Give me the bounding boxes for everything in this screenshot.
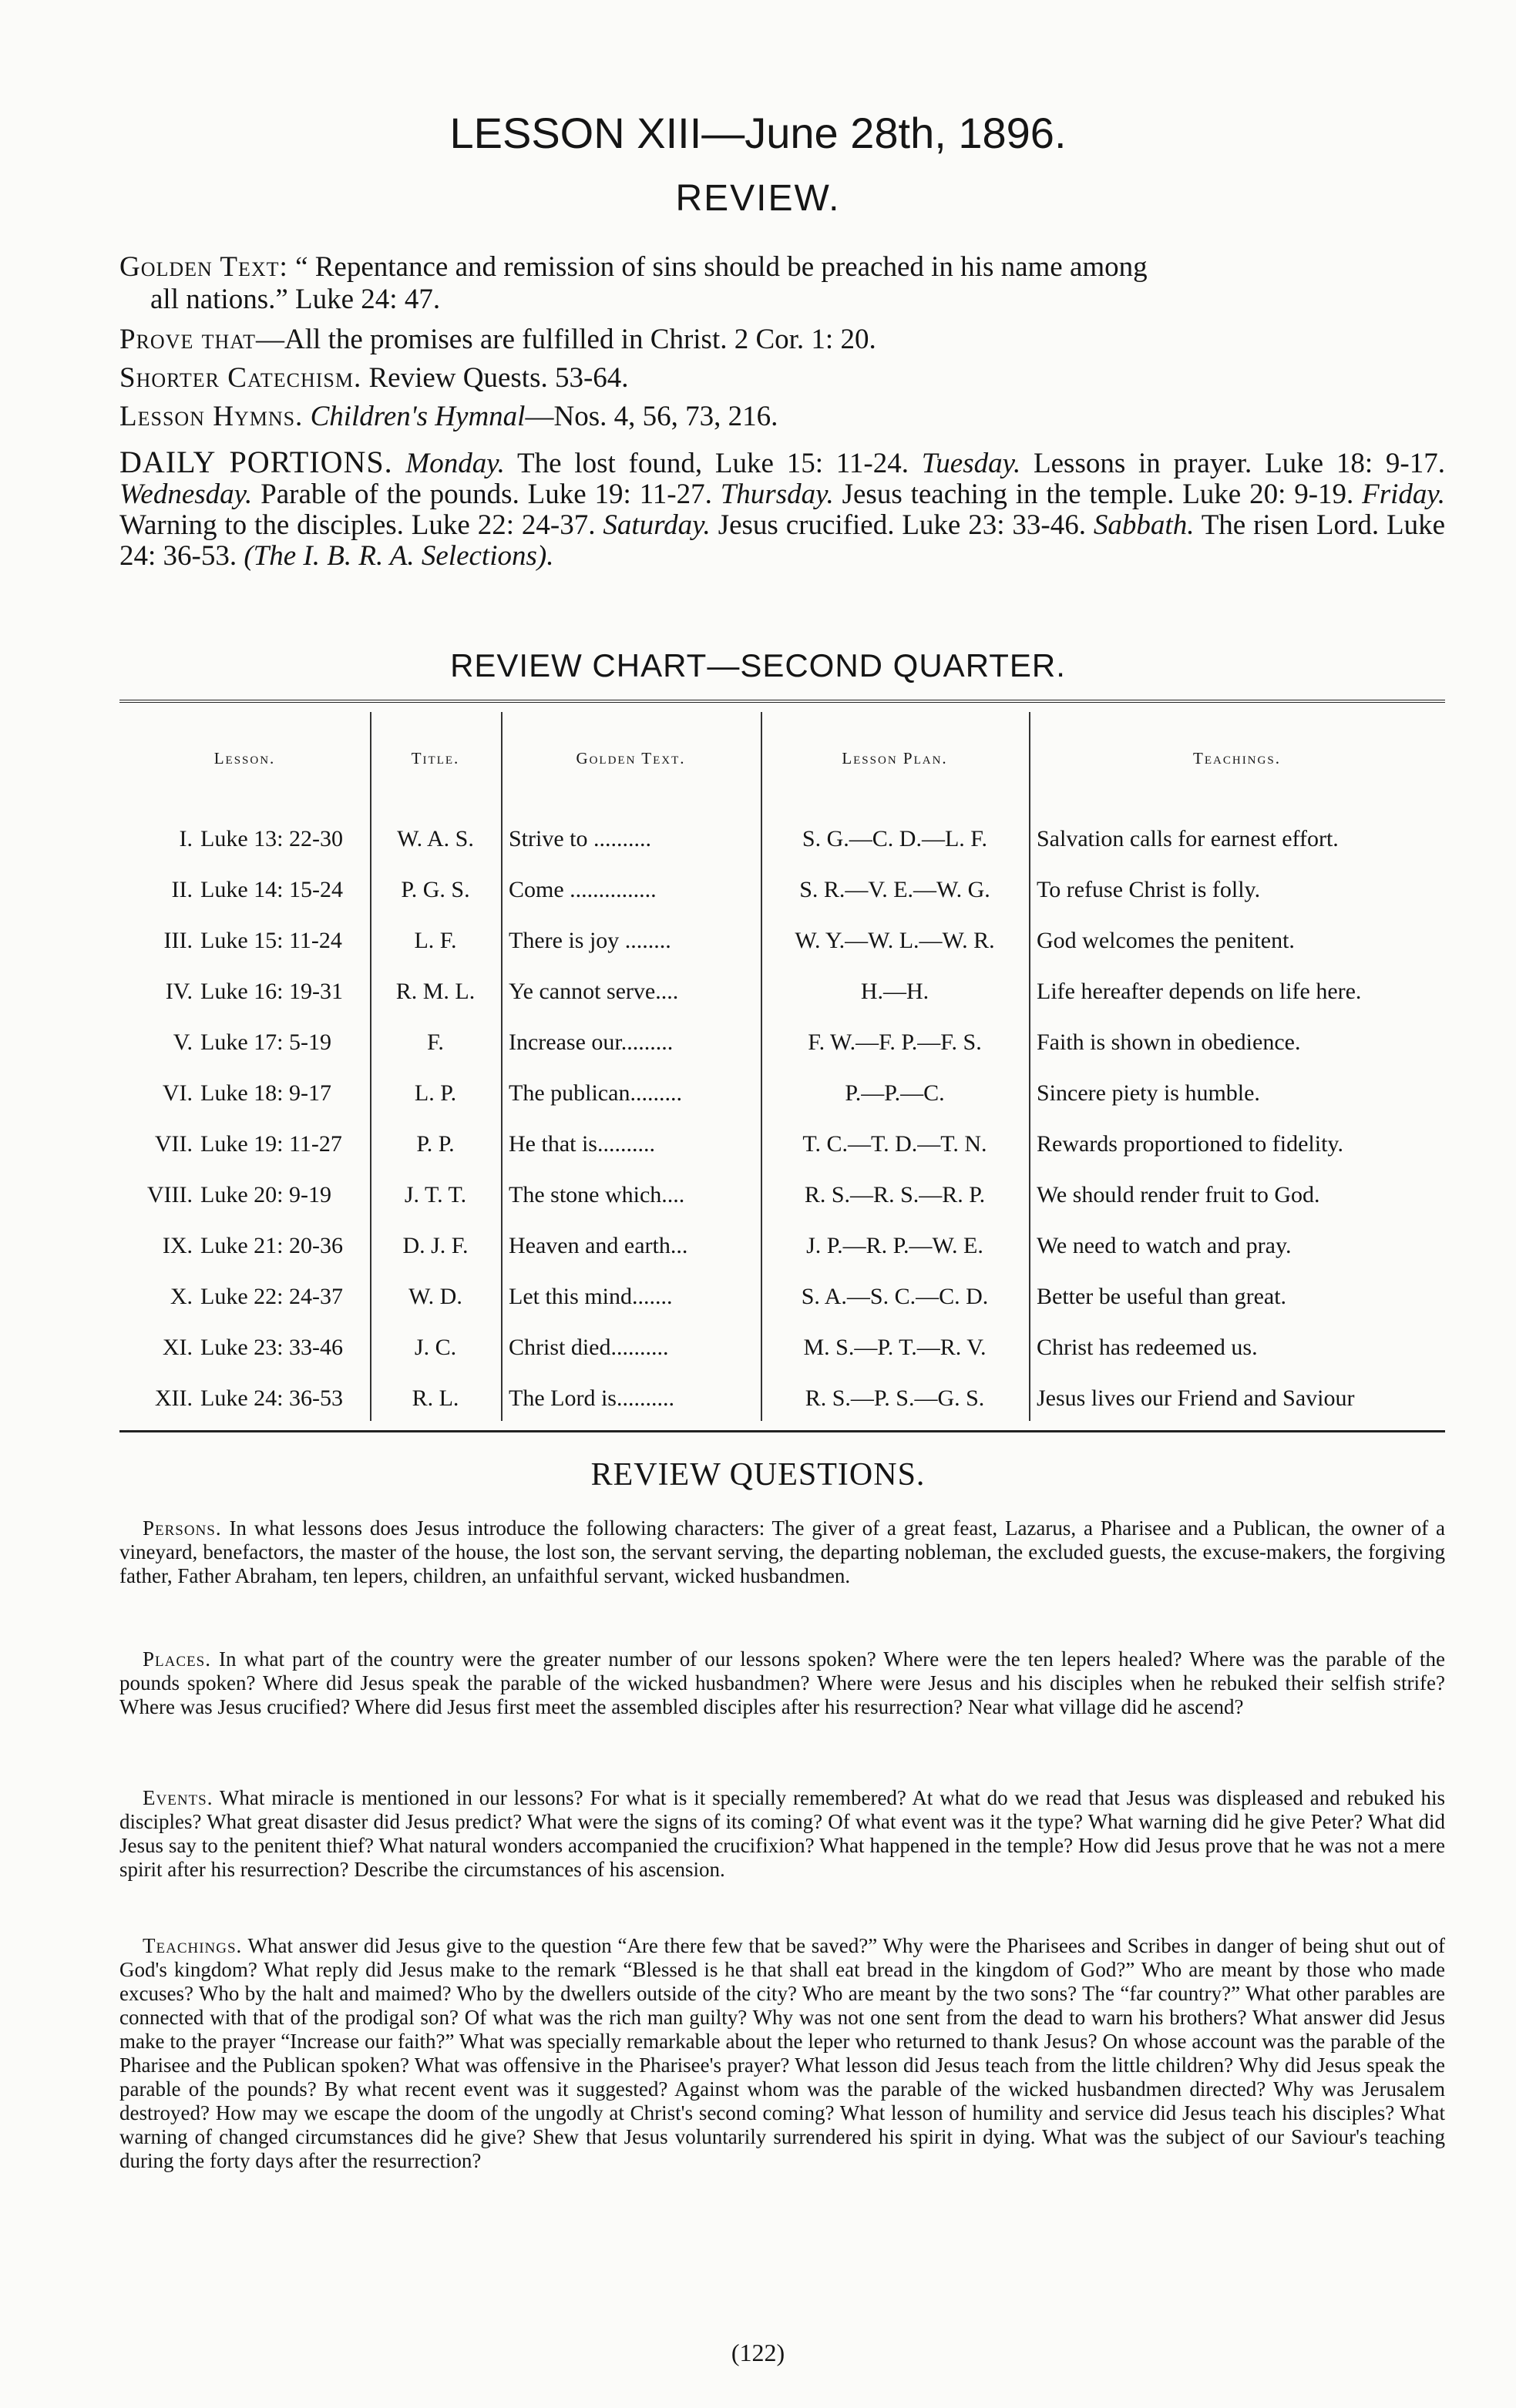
lesson-reference: Luke 22: 24-37 (200, 1284, 343, 1309)
teaching-cell: Christ has redeemed us. (1037, 1335, 1258, 1360)
lesson-number: XI. (162, 1335, 193, 1360)
lesson-title-initials: L. P. (414, 1080, 457, 1106)
lesson-reference: Luke 16: 19-31 (200, 979, 343, 1004)
lesson-title-initials: W. D. (408, 1284, 462, 1309)
hymns-source: Children's Hymnal (310, 401, 526, 432)
monday-text: The lost found, Luke 15: 11-24. (517, 448, 909, 479)
golden-text-cell: The stone which.... (509, 1182, 685, 1207)
teachings-text: What answer did Jesus give to the question “Are there few that be saved?” Why were the Pharisees and Scribes in danger of being shut out of God's kingdom? What reply did Jesus make to the remark “Blessed is he that shall eat bread in the kingdom of God?” Who are meant by those who made excuses? Who by the halt and maimed? Who by the dwellers outside of the city? Who are meant by the two sons? The “far country?” What other parables are connected with that of the prodigal son? Of what was the rich man guilty? Why was not one sent from the dead to warn his brothers? What answer did Jesus make to the prayer “Increase our faith?” What was specially remarkable about the leper who returned to thank Jesus? On whose account was the parable of the Pharisee and the Publican spoken? What was offensive in the Pharisee's prayer? What lesson did Jesus teach from the little children? Why did Jesus speak the parable of the pounds? By what recent event was it suggested? Against whom was the parable of the wicked husbandmen directed? Why was Jerusalem destroyed? How may we escape the doom of the ungodly at Christ's second coming? What lesson of humility and service did Jesus teach his disciples? What warning of changed circumstances did he give? Shew that Jesus voluntarily surrendered his spirit in dying. What was the subject of our Saviour's teaching during the forty days after the resurrection? (119, 1934, 1445, 2172)
header-teachings: Teachings. (1193, 749, 1281, 767)
lesson-reference: Luke 24: 36-53 (200, 1385, 343, 1411)
lesson-reference: Luke 13: 22-30 (200, 826, 343, 851)
lesson-number: IV. (165, 979, 193, 1004)
daily-portions-heading: DAILY PORTIONS. (119, 445, 393, 479)
lesson-reference: Luke 18: 9-17 (200, 1080, 331, 1106)
daily-portions (119, 447, 1445, 572)
lesson-plan-cell: M. S.—P. T.—R. V. (803, 1335, 987, 1360)
prove-that-label: Prove that (119, 324, 257, 355)
selections-note: (The I. B. R. A. Selections). (244, 540, 554, 572)
table-row (119, 919, 1445, 969)
places-text: In what part of the country were the greater number of our lessons spoken? Where were the ten lepers healed? Where was the parable of the pounds spoken? Where did Jesus speak the parable of the wicked husbandmen? Where were Jesus and his disciples when he rebuked their selfish strife? Where was Jesus crucified? Where did Jesus first meet the assembled disciples after his resurrection? Near what village did he ascend? (119, 1647, 1445, 1718)
saturday-text: Jesus crucified. Luke 23: 33-46. (718, 509, 1087, 541)
lesson-title-initials: D. J. F. (402, 1233, 469, 1258)
golden-text-label: Golden Text: (119, 251, 288, 283)
lesson-plan-cell: P.—P.—C. (845, 1080, 945, 1106)
review-chart-title: REVIEW CHART—SECOND QUARTER. (450, 647, 1066, 683)
table-row (119, 1275, 1445, 1325)
golden-text (119, 251, 1445, 316)
prove-that-text: —All the promises are fulfilled in Christ. 2 Cor. 1: 20. (256, 324, 876, 355)
lesson-number: III. (163, 928, 193, 953)
table-row (119, 1224, 1445, 1275)
places-label: Places. (143, 1647, 211, 1671)
teaching-cell: We should render fruit to God. (1037, 1182, 1320, 1207)
wednesday-label: Wednesday. (119, 479, 253, 510)
golden-text-cell: There is joy ........ (509, 928, 671, 953)
page-number: (122) (731, 2339, 785, 2366)
persons-paragraph (119, 1516, 1445, 1588)
lesson-title-initials: F. (427, 1029, 444, 1055)
events-label: Events. (143, 1786, 213, 1809)
lesson-hymns (119, 401, 1445, 433)
places-paragraph (119, 1647, 1445, 1719)
hymns-text: —Nos. 4, 56, 73, 216. (525, 401, 778, 432)
lesson-title-initials: P. G. S. (401, 877, 470, 902)
golden-text-cell: Ye cannot serve.... (509, 979, 679, 1004)
lesson-plan-cell: S. R.—V. E.—W. G. (799, 877, 990, 902)
lesson-number: IX. (162, 1233, 193, 1258)
tuesday-text: Lessons in prayer. Luke 18: 9-17. (1034, 448, 1446, 479)
table-row (119, 1376, 1445, 1427)
teaching-cell: Rewards proportioned to fidelity. (1037, 1131, 1343, 1157)
lesson-number: X. (170, 1284, 193, 1309)
lesson-plan-cell: W. Y.—W. L.—W. R. (795, 928, 995, 953)
table-row (119, 1122, 1445, 1173)
review-chart-table (119, 700, 1445, 1432)
teaching-cell: We need to watch and pray. (1037, 1233, 1292, 1258)
golden-text-cell: The Lord is.......... (509, 1385, 674, 1411)
persons-text: In what lessons does Jesus introduce the following characters: The giver of a great feast, Lazarus, a Pharisee and a Publican, the owner of a vineyard, benefactors, the master of the house, the lost son, the servant serving, the departing nobleman, the excluded guests, the excuse-makers, the forgiving father, Father Abraham, ten lepers, children, an unfaithful servant, wicked husbandmen. (119, 1516, 1445, 1587)
lesson-plan-cell: T. C.—T. D.—T. N. (802, 1131, 987, 1157)
lesson-title-initials: R. M. L. (395, 979, 476, 1004)
lesson-title-initials: P. P. (416, 1131, 455, 1157)
shorter-catechism (119, 362, 1445, 395)
lesson-title-initials: J. T. T. (404, 1182, 467, 1207)
lesson-reference: Luke 23: 33-46 (200, 1335, 343, 1360)
lesson-title-initials: J. C. (414, 1335, 457, 1360)
lesson-reference: Luke 21: 20-36 (200, 1233, 343, 1258)
lesson-plan-cell: S. A.—S. C.—C. D. (801, 1284, 989, 1309)
monday-label: Monday. (405, 448, 505, 479)
teaching-cell: Life hereafter depends on life here. (1037, 979, 1362, 1004)
saturday-label: Saturday. (603, 509, 711, 541)
lesson-title: LESSON XIII—June 28th, 1896. (449, 109, 1067, 157)
lesson-number: II. (171, 877, 193, 902)
teaching-cell: Sincere piety is humble. (1037, 1080, 1260, 1106)
friday-text: Warning to the disciples. Luke 22: 24-37. (119, 509, 596, 541)
golden-text-cell: Christ died.......... (509, 1335, 669, 1360)
lesson-reference: Luke 20: 9-19 (200, 1182, 331, 1207)
thursday-label: Thursday. (720, 479, 834, 510)
lesson-plan-cell: S. G.—C. D.—L. F. (802, 826, 988, 851)
header-lesson-plan: Lesson Plan. (842, 749, 948, 767)
teachings-label: Teachings. (143, 1934, 243, 1957)
hymns-label: Lesson Hymns. (119, 401, 304, 432)
header-lesson: Lesson. (213, 749, 276, 767)
lesson-plan-cell: F. W.—F. P.—F. S. (808, 1029, 982, 1055)
events-paragraph (119, 1786, 1445, 1882)
golden-text-line2: all nations.” Luke 24: 47. (150, 284, 441, 315)
golden-text-line1: “ Repentance and remission of sins should be preached in his name among (295, 251, 1148, 283)
teachings-paragraph (119, 1934, 1445, 2173)
golden-text-cell: Come ............... (509, 877, 657, 902)
lesson-title-initials: W. A. S. (397, 826, 474, 851)
catechism-label: Shorter Catechism. (119, 362, 362, 394)
lesson-reference: Luke 14: 15-24 (200, 877, 343, 902)
lesson-number: V. (173, 1029, 193, 1055)
table-row (119, 817, 1445, 868)
table-row (119, 1325, 1445, 1376)
golden-text-cell: Strive to .......... (509, 826, 651, 851)
golden-text-cell: Heaven and earth... (509, 1233, 688, 1258)
header-title: Title. (411, 749, 460, 767)
lesson-plan-cell: R. S.—P. S.—G. S. (805, 1385, 985, 1411)
thursday-text: Jesus teaching in the temple. Luke 20: 9-19. (842, 479, 1354, 510)
review-heading: REVIEW. (675, 178, 841, 219)
golden-text-cell: He that is.......... (509, 1131, 655, 1157)
table-row (119, 868, 1445, 919)
lesson-number: VII. (154, 1131, 193, 1157)
lesson-number: I. (179, 826, 193, 851)
table-row (119, 1020, 1445, 1071)
table-row (119, 1173, 1445, 1224)
teaching-cell: Salvation calls for earnest effort. (1037, 826, 1339, 851)
teaching-cell: Faith is shown in obedience. (1037, 1029, 1301, 1055)
table-row (119, 1071, 1445, 1122)
lesson-number: VI. (162, 1080, 193, 1106)
lesson-plan-cell: J. P.—R. P.—W. E. (806, 1233, 983, 1258)
lesson-reference: Luke 17: 5-19 (200, 1029, 331, 1055)
teaching-cell: To refuse Christ is folly. (1037, 877, 1261, 902)
catechism-text: Review Quests. 53-64. (368, 362, 629, 394)
teaching-cell: God welcomes the penitent. (1037, 928, 1295, 953)
sabbath-text: The risen Lord. Luke 24: 36-53. (119, 509, 1446, 572)
lesson-number: VIII. (146, 1182, 193, 1207)
table-row (119, 969, 1445, 1020)
tuesday-label: Tuesday. (921, 448, 1021, 479)
events-text: What miracle is mentioned in our lessons? For what is it specially remembered? At what do we read that Jesus was displeased and rebuked his disciples? What great disaster did Jesus predict? What were the signs of its coming? Of what event was it the type? What warning did he give Peter? What did Jesus say to the penitent thief? What natural wonders accompanied the crucifixion? What happened in the temple? How did Jesus prove that he was not a mere spirit after his resurrection? Describe the circumstances of his ascension. (119, 1786, 1446, 1881)
friday-label: Friday. (1362, 479, 1446, 510)
teaching-cell: Better be useful than great. (1037, 1284, 1287, 1309)
header-golden-text: Golden Text. (576, 749, 686, 767)
lesson-plan-cell: H.—H. (860, 979, 929, 1004)
lesson-number: XII. (154, 1385, 193, 1411)
lesson-reference: Luke 19: 11-27 (200, 1131, 342, 1157)
prove-that (119, 324, 1445, 356)
sabbath-label: Sabbath. (1093, 509, 1195, 541)
lesson-plan-cell: R. S.—R. S.—R. P. (804, 1182, 986, 1207)
golden-text-cell: The publican......... (509, 1080, 682, 1106)
teaching-cell: Jesus lives our Friend and Saviour (1037, 1385, 1355, 1411)
review-questions-title: REVIEW QUESTIONS. (590, 1457, 926, 1493)
lesson-title-initials: L. F. (414, 928, 457, 953)
wednesday-text: Parable of the pounds. Luke 19: 11-27. (261, 479, 712, 510)
golden-text-cell: Let this mind....... (509, 1284, 673, 1309)
lesson-reference: Luke 15: 11-24 (200, 928, 342, 953)
persons-label: Persons. (143, 1516, 222, 1540)
golden-text-cell: Increase our......... (509, 1029, 674, 1055)
lesson-title-initials: R. L. (412, 1385, 459, 1411)
